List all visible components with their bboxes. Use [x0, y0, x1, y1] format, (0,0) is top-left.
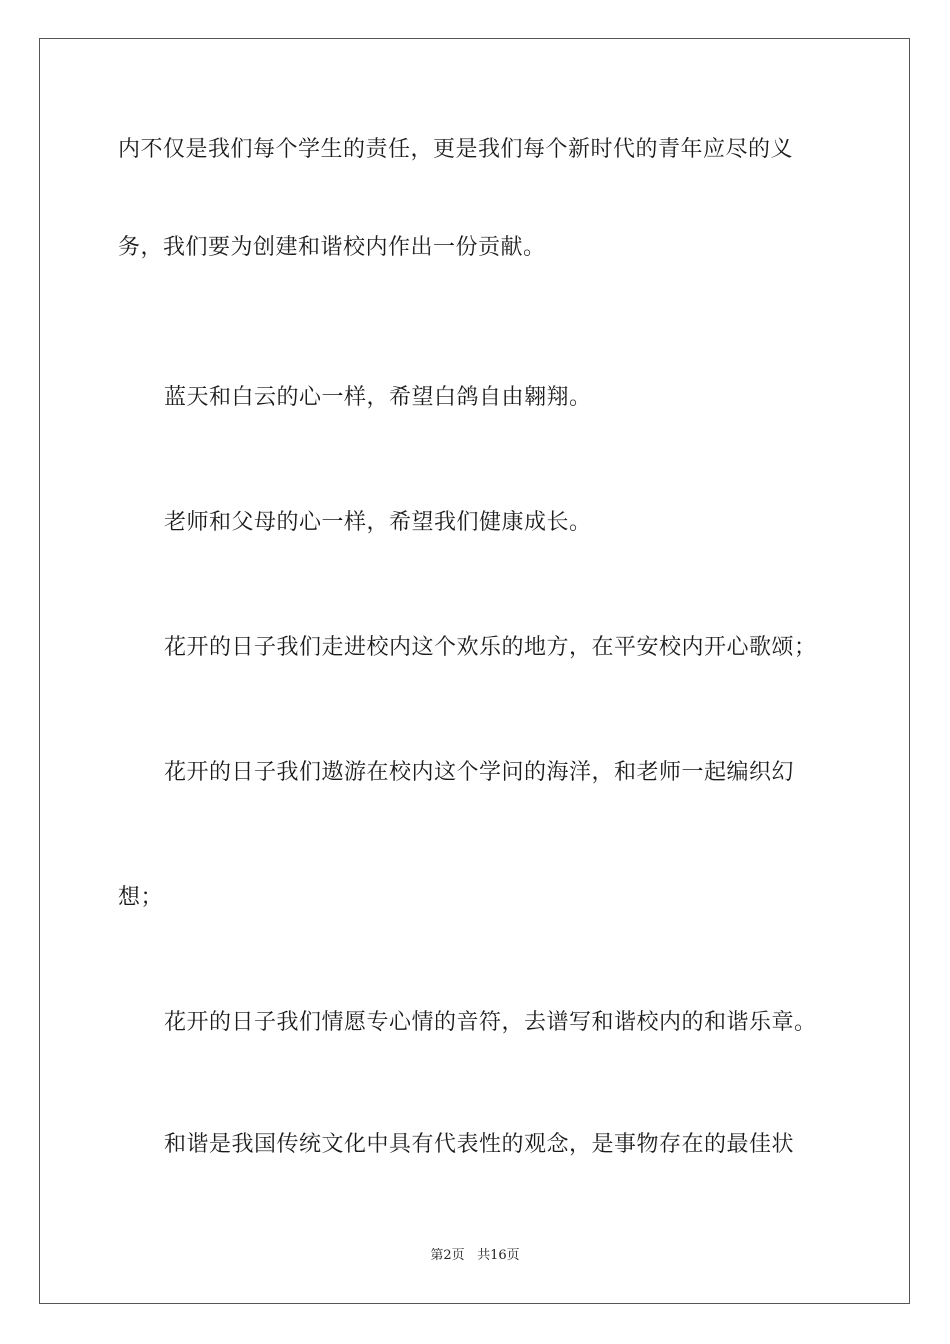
paragraph-line-1: 内不仅是我们每个学生的责任，更是我们每个新时代的青年应尽的义: [118, 137, 794, 162]
paragraph-line-4: 老师和父母的心一样，希望我们健康成长。: [164, 510, 592, 535]
paragraph-line-7: 想；: [118, 885, 164, 910]
paragraph-line-5: 花开的日子我们走进校内这个欢乐的地方，在平安校内开心歌颂；: [164, 635, 817, 660]
paragraph-line-2: 务，我们要为创建和谐校内作出一份贡献。: [118, 235, 546, 260]
page-total: 共16页: [477, 1248, 520, 1263]
page-number: 第2页: [430, 1248, 465, 1263]
page-border: [39, 38, 910, 1304]
paragraph-line-6: 花开的日子我们遨游在校内这个学问的海洋，和老师一起编织幻: [164, 760, 795, 785]
paragraph-line-3: 蓝天和白云的心一样，希望白鸽自由翱翔。: [164, 385, 592, 410]
paragraph-line-9: 和谐是我国传统文化中具有代表性的观念，是事物存在的最佳状: [164, 1132, 795, 1157]
paragraph-line-8: 花开的日子我们情愿专心情的音符，去谱写和谐校内的和谐乐章。: [164, 1010, 817, 1035]
page-footer: [0, 1248, 950, 1264]
